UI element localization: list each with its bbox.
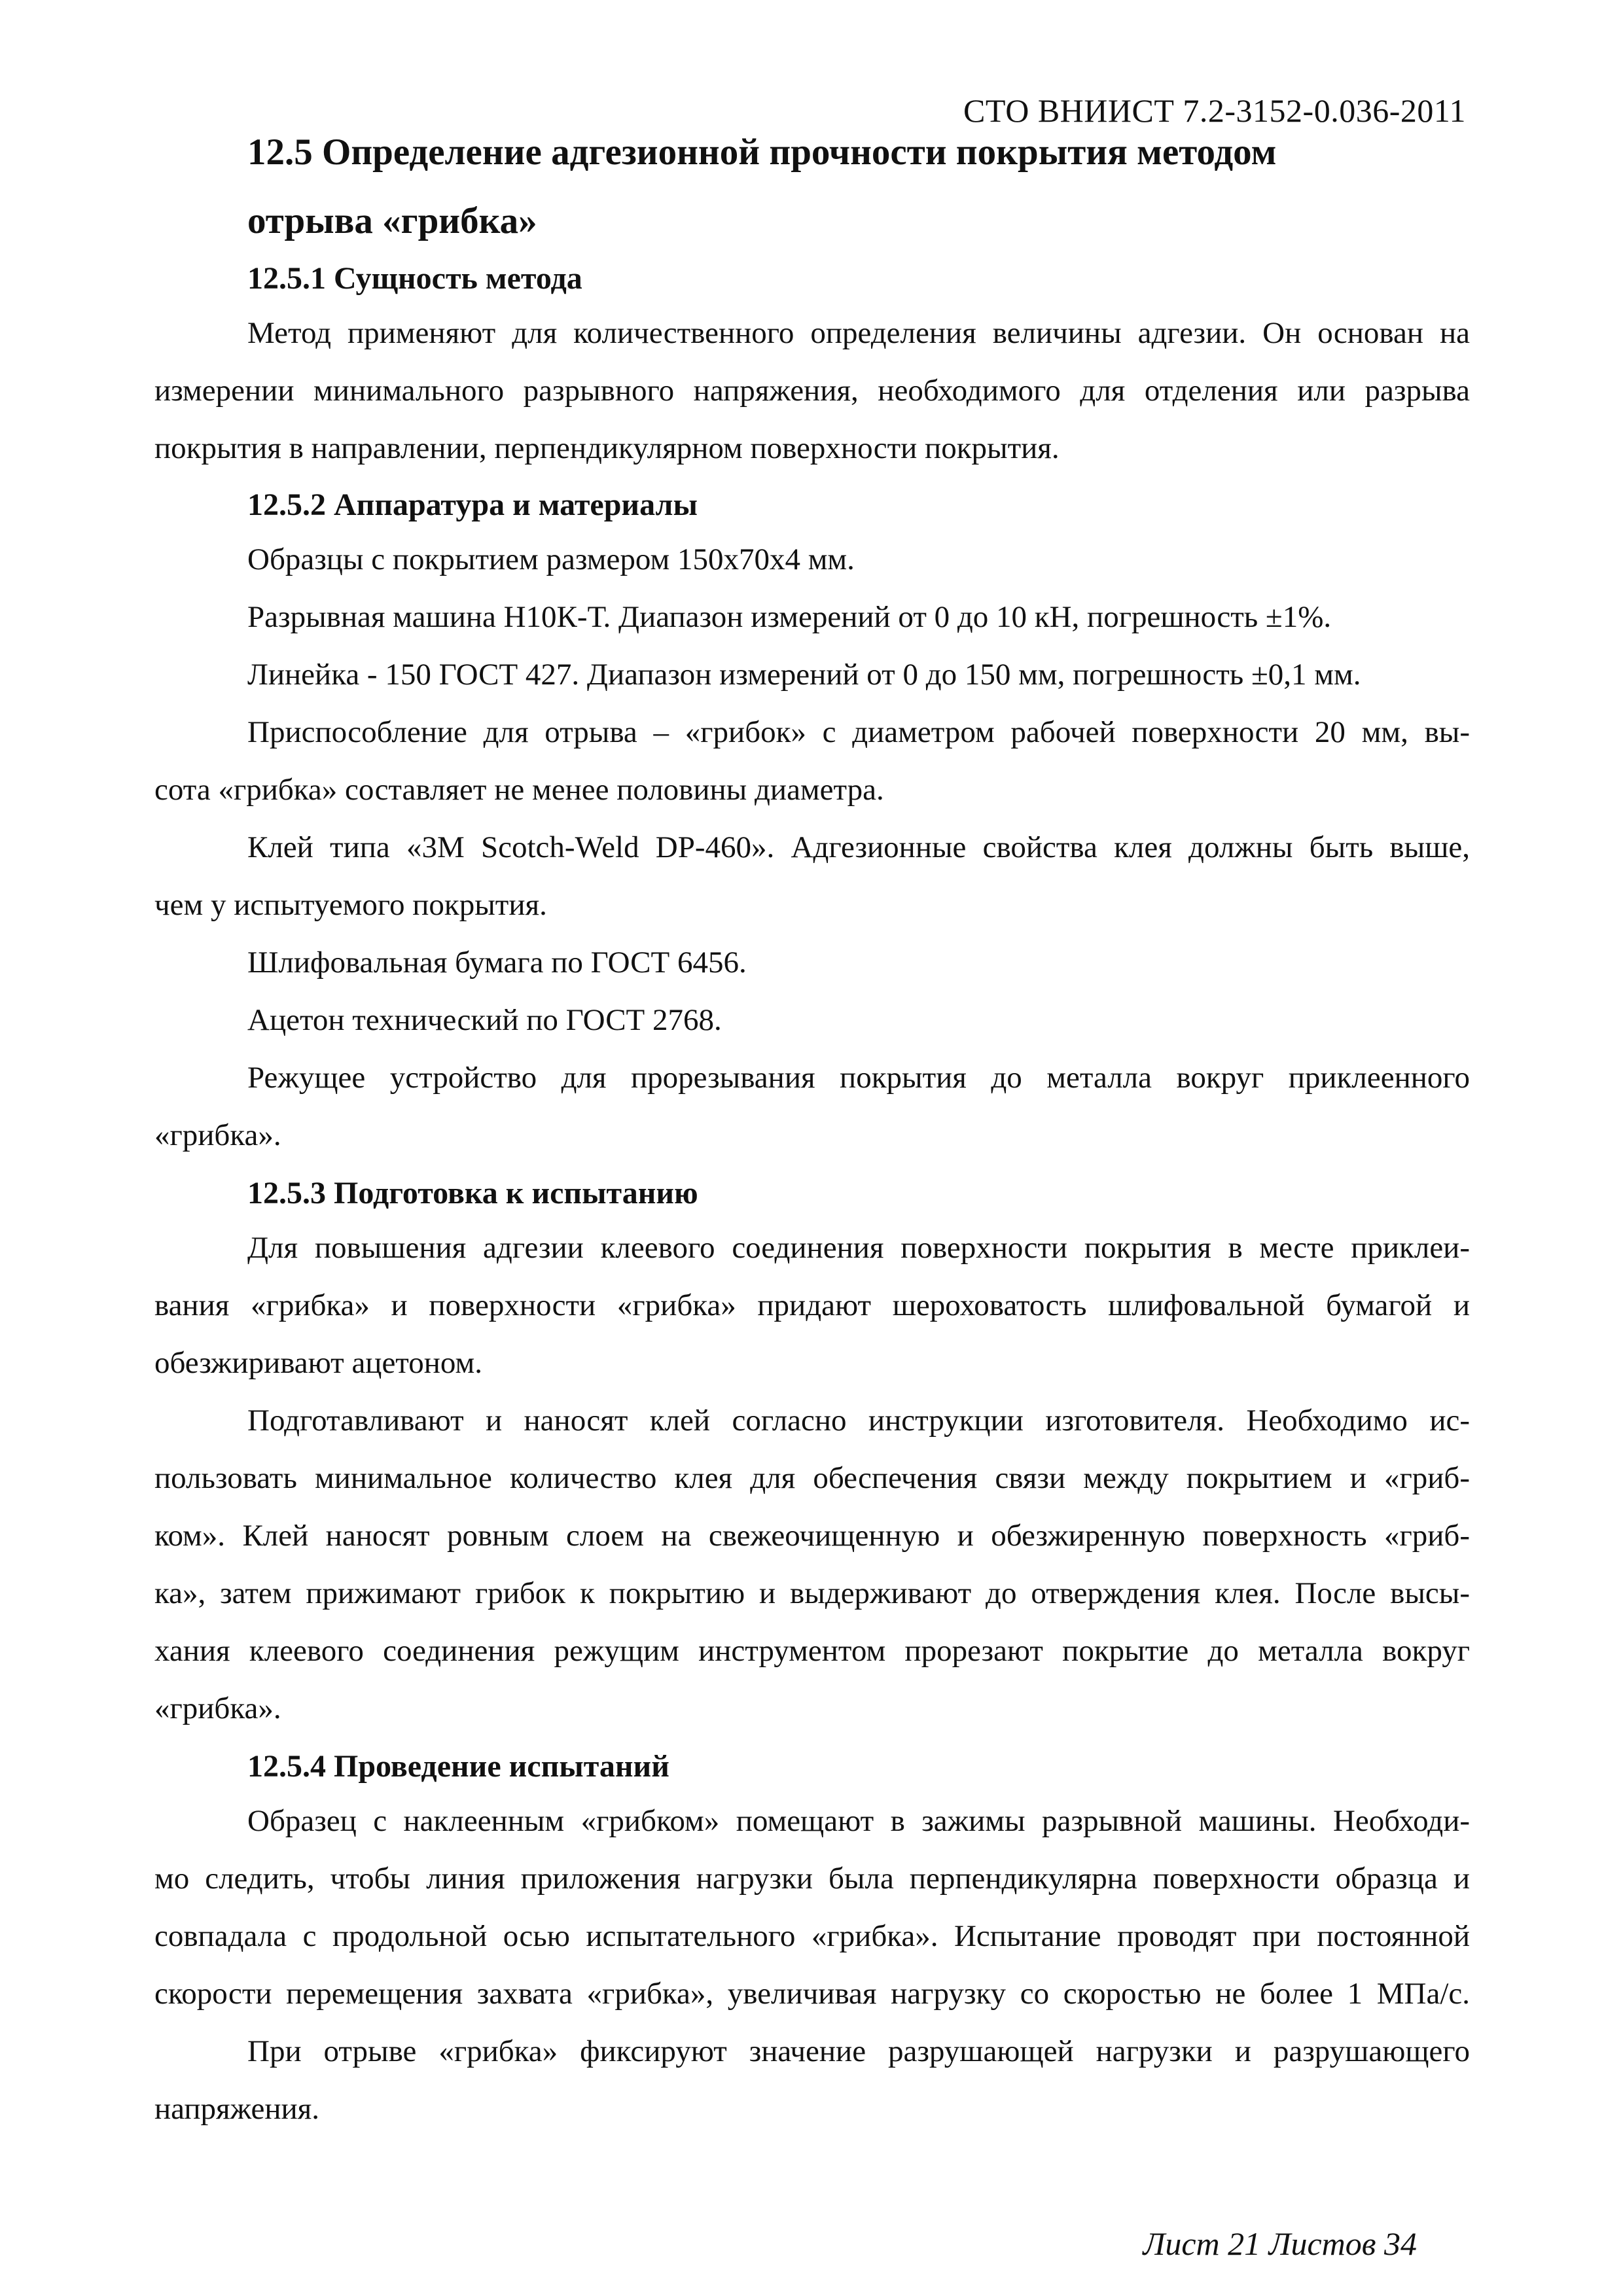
paragraph-line: совпадала с продольной осью испытательного «грибка». Испытание проводят при постоянной bbox=[154, 1919, 1470, 1953]
equipment-item: Разрывная машина Н10К-Т. Диапазон измерений от 0 до 10 кН, погрешность ±1%. bbox=[247, 600, 1332, 634]
paragraph-line: напряжения. bbox=[154, 2092, 320, 2126]
subsection-heading-equipment: 12.5.2 Аппаратура и материалы bbox=[247, 487, 698, 522]
paragraph-line: Подготавливают и наносят клей согласно инструкции изготовителя. Необходимо ис- bbox=[247, 1404, 1470, 1438]
paragraph-line: измерении минимального разрывного напряжения, необходимого для отделения или разрыва bbox=[154, 374, 1470, 408]
paragraph-line: хания клеевого соединения режущим инструментом прорезают покрытие до металла вокруг bbox=[154, 1634, 1470, 1668]
paragraph-line: обезжиривают ацетоном. bbox=[154, 1346, 482, 1380]
paragraph-line: сота «грибка» составляет не менее половины диаметра. bbox=[154, 773, 884, 807]
paragraph-line: пользовать минимальное количество клея для обеспечения связи между покрытием и «гриб- bbox=[154, 1461, 1470, 1495]
paragraph-line: Метод применяют для количественного определения величины адгезии. Он основан на bbox=[247, 316, 1470, 350]
paragraph-line: покрытия в направлении, перпендикулярном поверхности покрытия. bbox=[154, 431, 1060, 465]
paragraph-line: чем у испытуемого покрытия. bbox=[154, 888, 547, 922]
paragraph-line: ка», затем прижимают грибок к покрытию и выдерживают до отверждения клея. После высы- bbox=[154, 1576, 1470, 1610]
paragraph-line: «грибка». bbox=[154, 1118, 281, 1152]
equipment-item: Образцы с покрытием размером 150х70х4 мм. bbox=[247, 542, 855, 576]
equipment-item: Линейка - 150 ГОСТ 427. Диапазон измерений от 0 до 150 мм, погрешность ±0,1 мм. bbox=[247, 658, 1361, 692]
section-title-line-1: 12.5 Определение адгезионной прочности покрытия методом bbox=[247, 132, 1277, 173]
paragraph-line: ком». Клей наносят ровным слоем на свежеочищенную и обезжиренную поверхность «гриб- bbox=[154, 1519, 1470, 1553]
paragraph-line: Приспособление для отрыва – «грибок» с диаметром рабочей поверхности 20 мм, вы- bbox=[247, 715, 1470, 749]
subsection-heading-testing: 12.5.4 Проведение испытаний bbox=[247, 1749, 669, 1784]
paragraph-line: Клей типа «3M Scotch-Weld DP-460». Адгезионные свойства клея должны быть выше, bbox=[247, 830, 1470, 864]
equipment-item: Шлифовальная бумага по ГОСТ 6456. bbox=[247, 945, 747, 980]
paragraph-line: вания «грибка» и поверхности «грибка» придают шероховатость шлифовальной бумагой и bbox=[154, 1288, 1470, 1322]
section-title-line-2: отрыва «грибка» bbox=[247, 200, 537, 241]
subsection-heading-essence: 12.5.1 Сущность метода bbox=[247, 261, 582, 296]
paragraph-line: мо следить, чтобы линия приложения нагрузки была перпендикулярна поверхности образца и bbox=[154, 1862, 1470, 1896]
paragraph-line: При отрыве «грибка» фиксируют значение разрушающей нагрузки и разрушающего bbox=[247, 2034, 1470, 2068]
paragraph-line: Режущее устройство для прорезывания покрытия до металла вокруг приклеенного bbox=[247, 1061, 1470, 1095]
equipment-item: Ацетон технический по ГОСТ 2768. bbox=[247, 1003, 722, 1037]
paragraph-line: скорости перемещения захвата «грибка», увеличивая нагрузку со скоростью не более 1 МПа/с. bbox=[154, 1977, 1470, 2011]
paragraph-line: Образец с наклеенным «грибком» помещают в зажимы разрывной машины. Необходи- bbox=[247, 1804, 1470, 1838]
subsection-heading-preparation: 12.5.3 Подготовка к испытанию bbox=[247, 1176, 698, 1210]
paragraph-line: Для повышения адгезии клеевого соединения поверхности покрытия в месте приклеи- bbox=[247, 1231, 1470, 1265]
sheet-number: Лист 21 Листов 34 bbox=[1143, 2225, 1417, 2262]
paragraph-line: «грибка». bbox=[154, 1691, 281, 1725]
document-code: СТО ВНИИСТ 7.2-3152-0.036-2011 bbox=[963, 92, 1466, 129]
